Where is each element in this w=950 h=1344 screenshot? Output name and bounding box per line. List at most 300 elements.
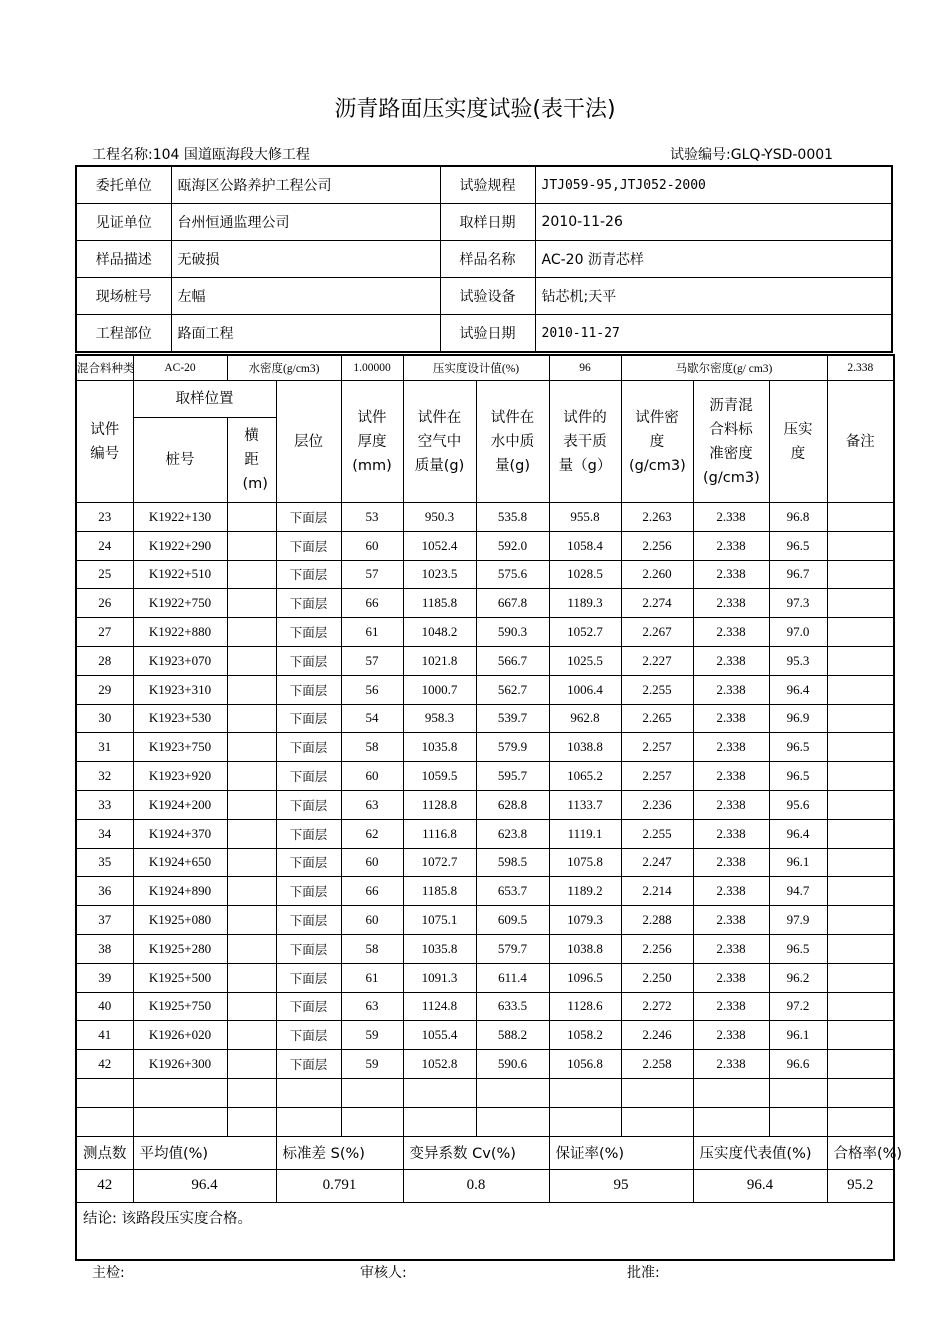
stats-label-row [76,1136,894,1169]
cell-empty [827,906,894,935]
point-count-value: 42 [76,1169,133,1202]
mix-type-label: 混合料种类 [76,355,133,381]
info-label: 现场桩号 [76,278,171,315]
table-row [76,906,894,935]
cell-station: K1923+920 [133,762,227,791]
cell-station: K1922+290 [133,531,227,560]
cell-empty [276,1107,341,1136]
cell-empty [827,963,894,992]
design-compaction-label: 压实度设计值(%) [403,355,549,381]
cell-id: 39 [76,963,133,992]
info-value: 瓯海区公路养护工程公司 [171,166,440,204]
cell-empty [227,1021,276,1050]
cell-thick: 66 [341,877,403,906]
info-label: 见证单位 [76,204,171,241]
cell-id: 40 [76,992,133,1021]
table-row [76,618,894,647]
cell-thick: 60 [341,762,403,791]
table-row [76,503,894,532]
cell-air: 1128.8 [403,790,476,819]
cell-empty [827,1078,894,1107]
cell-water: 588.2 [476,1021,549,1050]
cell-empty [227,733,276,762]
cell-comp: 96.5 [769,762,827,791]
cell-layer: 下面层 [276,560,341,589]
cell-id: 32 [76,762,133,791]
cell-empty [341,1107,403,1136]
cell-water: 575.6 [476,560,549,589]
table-row [76,733,894,762]
cell-air: 1059.5 [403,762,476,791]
info-row [76,241,892,278]
cell-thick: 59 [341,1021,403,1050]
cell-comp: 96.8 [769,503,827,532]
cell-empty [227,992,276,1021]
cell-std: 2.338 [693,877,769,906]
cell-density: 2.274 [621,589,693,618]
cell-layer: 下面层 [276,675,341,704]
cell-water: 590.6 [476,1050,549,1079]
cell-std: 2.338 [693,906,769,935]
blank-row [76,1107,894,1136]
cell-empty [621,1107,693,1136]
cell-station: K1925+750 [133,992,227,1021]
cell-air: 1023.5 [403,560,476,589]
info-label: 试验设备 [440,278,535,315]
cell-station: K1923+530 [133,704,227,733]
cell-water: 595.7 [476,762,549,791]
cell-air: 1035.8 [403,934,476,963]
cell-id: 28 [76,646,133,675]
mix-row [76,355,894,381]
cell-station: K1923+310 [133,675,227,704]
page-title: 沥青路面压实度试验(表干法) [334,97,616,122]
cell-id: 42 [76,1050,133,1079]
cell-comp: 96.6 [769,1050,827,1079]
table-row [76,589,894,618]
header-thickness: 试件厚度(mm) [341,381,403,503]
cell-thick: 63 [341,992,403,1021]
info-value: 左幅 [171,278,440,315]
cell-air: 958.3 [403,704,476,733]
cell-ssd: 1128.6 [549,992,621,1021]
info-label: 试验日期 [440,315,535,353]
average-value: 96.4 [133,1169,276,1202]
cell-empty [827,848,894,877]
marshall-density-label: 马歇尔密度(g/ cm3) [621,355,827,381]
std-dev-value: 0.791 [276,1169,403,1202]
table-row [76,1050,894,1079]
cell-ssd: 1075.8 [549,848,621,877]
info-value: 2010-11-26 [535,204,892,241]
table-row [76,992,894,1021]
cell-empty [227,877,276,906]
cell-comp: 96.7 [769,560,827,589]
cell-water: 562.7 [476,675,549,704]
cell-empty [693,1107,769,1136]
cell-std: 2.338 [693,934,769,963]
table-row [76,819,894,848]
header-water-mass: 试件在水中质量(g) [476,381,549,503]
cell-station: K1923+070 [133,646,227,675]
cell-thick: 57 [341,560,403,589]
cell-layer: 下面层 [276,646,341,675]
cell-comp: 96.1 [769,1021,827,1050]
cell-air: 1052.4 [403,531,476,560]
cell-water: 667.8 [476,589,549,618]
cell-comp: 96.2 [769,963,827,992]
cell-density: 2.267 [621,618,693,647]
std-dev-label: 标准差 S(%) [276,1136,403,1169]
cell-air: 1048.2 [403,618,476,647]
cell-empty [827,733,894,762]
cell-comp: 95.6 [769,790,827,819]
cell-empty [476,1107,549,1136]
cell-density: 2.256 [621,531,693,560]
cell-std: 2.338 [693,560,769,589]
info-label: 试验规程 [440,166,535,204]
cell-empty [227,790,276,819]
info-row [76,278,892,315]
cell-water: 611.4 [476,963,549,992]
cell-empty [227,560,276,589]
cell-air: 1091.3 [403,963,476,992]
cell-comp: 96.5 [769,531,827,560]
cell-id: 24 [76,531,133,560]
cell-air: 950.3 [403,503,476,532]
reviewer-label: 审核人: [360,1265,407,1281]
cell-comp: 94.7 [769,877,827,906]
cell-density: 2.255 [621,675,693,704]
cell-layer: 下面层 [276,877,341,906]
cell-empty [227,906,276,935]
cell-layer: 下面层 [276,963,341,992]
info-value: 路面工程 [171,315,440,353]
cell-empty [827,790,894,819]
table-row [76,1021,894,1050]
cell-std: 2.338 [693,963,769,992]
cell-density: 2.263 [621,503,693,532]
cell-density: 2.272 [621,992,693,1021]
stats-value-row [76,1169,894,1202]
cell-id: 34 [76,819,133,848]
cell-empty [133,1107,227,1136]
cell-empty [827,704,894,733]
cell-station: K1922+750 [133,589,227,618]
header-id: 试件编号 [76,381,133,503]
cell-thick: 53 [341,503,403,532]
cell-water: 653.7 [476,877,549,906]
cell-std: 2.338 [693,503,769,532]
info-label: 工程部位 [76,315,171,353]
header-layer: 层位 [276,381,341,503]
cell-water: 609.5 [476,906,549,935]
cell-density: 2.227 [621,646,693,675]
test-number: 试验编号:GLQ-YSD-0001 [670,147,834,163]
cell-ssd: 1096.5 [549,963,621,992]
cell-density: 2.265 [621,704,693,733]
cell-water: 628.8 [476,790,549,819]
cell-station: K1922+510 [133,560,227,589]
results-table [75,354,903,1261]
cell-empty [827,992,894,1021]
cell-id: 30 [76,704,133,733]
cell-station: K1922+130 [133,503,227,532]
water-density-value: 1.00000 [341,355,403,381]
cell-air: 1072.7 [403,848,476,877]
cell-thick: 60 [341,848,403,877]
cell-empty [827,1107,894,1136]
cell-thick: 63 [341,790,403,819]
cell-density: 2.236 [621,790,693,819]
cell-water: 566.7 [476,646,549,675]
cell-std: 2.338 [693,704,769,733]
project-name: 工程名称:104 国道瓯海段大修工程 [92,147,310,163]
cell-ssd: 1038.8 [549,934,621,963]
cell-ssd: 1079.3 [549,906,621,935]
cell-ssd: 1058.4 [549,531,621,560]
table-row [76,560,894,589]
cell-station: K1926+020 [133,1021,227,1050]
cell-air: 1075.1 [403,906,476,935]
cell-layer: 下面层 [276,531,341,560]
cell-density: 2.250 [621,963,693,992]
cell-empty [227,762,276,791]
cell-water: 579.7 [476,934,549,963]
cv-label: 变异系数 Cv(%) [403,1136,549,1169]
cell-empty [827,1050,894,1079]
cell-empty [827,618,894,647]
cell-thick: 61 [341,963,403,992]
header-row-1 [76,381,894,418]
cell-empty [403,1107,476,1136]
table-row [76,848,894,877]
cell-empty [621,1078,693,1107]
cell-air: 1116.8 [403,819,476,848]
cell-thick: 54 [341,704,403,733]
cell-id: 25 [76,560,133,589]
cell-empty [133,1078,227,1107]
cell-empty [827,934,894,963]
cell-id: 29 [76,675,133,704]
cell-layer: 下面层 [276,848,341,877]
cell-water: 535.8 [476,503,549,532]
cell-id: 23 [76,503,133,532]
cell-layer: 下面层 [276,589,341,618]
cell-ssd: 1119.1 [549,819,621,848]
cell-ssd: 1006.4 [549,675,621,704]
table-row [76,790,894,819]
cell-thick: 66 [341,589,403,618]
cell-std: 2.338 [693,1050,769,1079]
representative-value-label: 压实度代表值(%) [693,1136,827,1169]
cell-empty [827,646,894,675]
cell-empty [769,1078,827,1107]
cell-layer: 下面层 [276,906,341,935]
cell-station: K1924+890 [133,877,227,906]
table-row [76,646,894,675]
cell-thick: 59 [341,1050,403,1079]
cell-empty [76,1107,133,1136]
pass-rate-value: 95.2 [827,1169,894,1202]
cell-empty [227,934,276,963]
cell-density: 2.260 [621,560,693,589]
cell-layer: 下面层 [276,503,341,532]
cell-empty [227,531,276,560]
cell-density: 2.246 [621,1021,693,1050]
cell-id: 31 [76,733,133,762]
table-row [76,675,894,704]
cell-ssd: 1133.7 [549,790,621,819]
cell-empty [827,877,894,906]
cell-id: 33 [76,790,133,819]
cell-thick: 58 [341,733,403,762]
info-value: 无破损 [171,241,440,278]
cell-empty [827,819,894,848]
cell-empty [227,704,276,733]
cell-air: 1185.8 [403,877,476,906]
cell-water: 579.9 [476,733,549,762]
cv-value: 0.8 [403,1169,549,1202]
cell-empty [276,1078,341,1107]
cell-id: 26 [76,589,133,618]
cell-station: K1925+280 [133,934,227,963]
cell-comp: 96.9 [769,704,827,733]
cell-density: 2.214 [621,877,693,906]
cell-ssd: 1025.5 [549,646,621,675]
guarantee-rate-label: 保证率(%) [549,1136,693,1169]
cell-layer: 下面层 [276,1021,341,1050]
representative-value-value: 96.4 [693,1169,827,1202]
cell-empty [227,819,276,848]
info-value: 钻芯机;天平 [535,278,892,315]
header-ssd-mass: 试件的表干质量（g） [549,381,621,503]
cell-std: 2.338 [693,848,769,877]
cell-air: 1021.8 [403,646,476,675]
mix-type-value: AC-20 [133,355,227,381]
cell-empty [827,1021,894,1050]
cell-density: 2.256 [621,934,693,963]
cell-ssd: 1189.3 [549,589,621,618]
cell-comp: 96.5 [769,733,827,762]
cell-comp: 95.3 [769,646,827,675]
cell-empty [227,646,276,675]
cell-layer: 下面层 [276,762,341,791]
cell-empty [227,1107,276,1136]
cell-water: 590.3 [476,618,549,647]
cell-ssd: 1065.2 [549,762,621,791]
info-row [76,315,892,353]
cell-empty [549,1078,621,1107]
header-density: 试件密度(g/cm3) [621,381,693,503]
cell-ssd: 1028.5 [549,560,621,589]
cell-air: 1035.8 [403,733,476,762]
cell-empty [827,762,894,791]
cell-std: 2.338 [693,531,769,560]
info-label: 样品名称 [440,241,535,278]
pass-rate-label: 合格率(%) [827,1136,894,1169]
cell-station: K1925+080 [133,906,227,935]
approver-label: 批准: [627,1265,660,1281]
cell-water: 623.8 [476,819,549,848]
cell-thick: 56 [341,675,403,704]
cell-station: K1922+880 [133,618,227,647]
table-row [76,704,894,733]
cell-thick: 57 [341,646,403,675]
cell-water: 539.7 [476,704,549,733]
cell-id: 35 [76,848,133,877]
cell-std: 2.338 [693,1021,769,1050]
inspector-label: 主检: [92,1265,125,1281]
cell-density: 2.255 [621,819,693,848]
cell-thick: 58 [341,934,403,963]
blank-row [76,1078,894,1107]
cell-water: 592.0 [476,531,549,560]
info-table [75,165,893,353]
cell-std: 2.338 [693,646,769,675]
cell-empty [549,1107,621,1136]
cell-comp: 96.5 [769,934,827,963]
cell-density: 2.247 [621,848,693,877]
cell-layer: 下面层 [276,733,341,762]
cell-water: 633.5 [476,992,549,1021]
cell-density: 2.257 [621,733,693,762]
cell-comp: 97.3 [769,589,827,618]
cell-empty [227,1050,276,1079]
header-compaction: 压实度 [769,381,827,503]
cell-station: K1925+500 [133,963,227,992]
conclusion-row [76,1202,894,1260]
cell-station: K1924+370 [133,819,227,848]
cell-ssd: 1189.2 [549,877,621,906]
cell-density: 2.288 [621,906,693,935]
cell-layer: 下面层 [276,934,341,963]
cell-empty [227,1078,276,1107]
conclusion: 结论: 该路段压实度合格。 [76,1202,894,1260]
cell-std: 2.338 [693,589,769,618]
info-label: 取样日期 [440,204,535,241]
cell-station: K1924+200 [133,790,227,819]
cell-layer: 下面层 [276,819,341,848]
point-count-label: 测点数 [76,1136,133,1169]
cell-empty [227,675,276,704]
cell-comp: 96.1 [769,848,827,877]
cell-thick: 60 [341,531,403,560]
table-row [76,934,894,963]
cell-air: 1124.8 [403,992,476,1021]
cell-ssd: 962.8 [549,704,621,733]
cell-empty [76,1078,133,1107]
cell-air: 1055.4 [403,1021,476,1050]
cell-std: 2.338 [693,992,769,1021]
info-label: 委托单位 [76,166,171,204]
cell-empty [227,589,276,618]
cell-std: 2.338 [693,762,769,791]
cell-layer: 下面层 [276,704,341,733]
design-compaction-value: 96 [549,355,621,381]
cell-std: 2.338 [693,819,769,848]
cell-comp: 97.2 [769,992,827,1021]
cell-empty [827,589,894,618]
cell-empty [227,618,276,647]
cell-station: K1924+650 [133,848,227,877]
table-row [76,762,894,791]
cell-thick: 62 [341,819,403,848]
cell-empty [693,1078,769,1107]
header-position: 取样位置 [133,381,276,418]
cell-thick: 61 [341,618,403,647]
cell-id: 37 [76,906,133,935]
